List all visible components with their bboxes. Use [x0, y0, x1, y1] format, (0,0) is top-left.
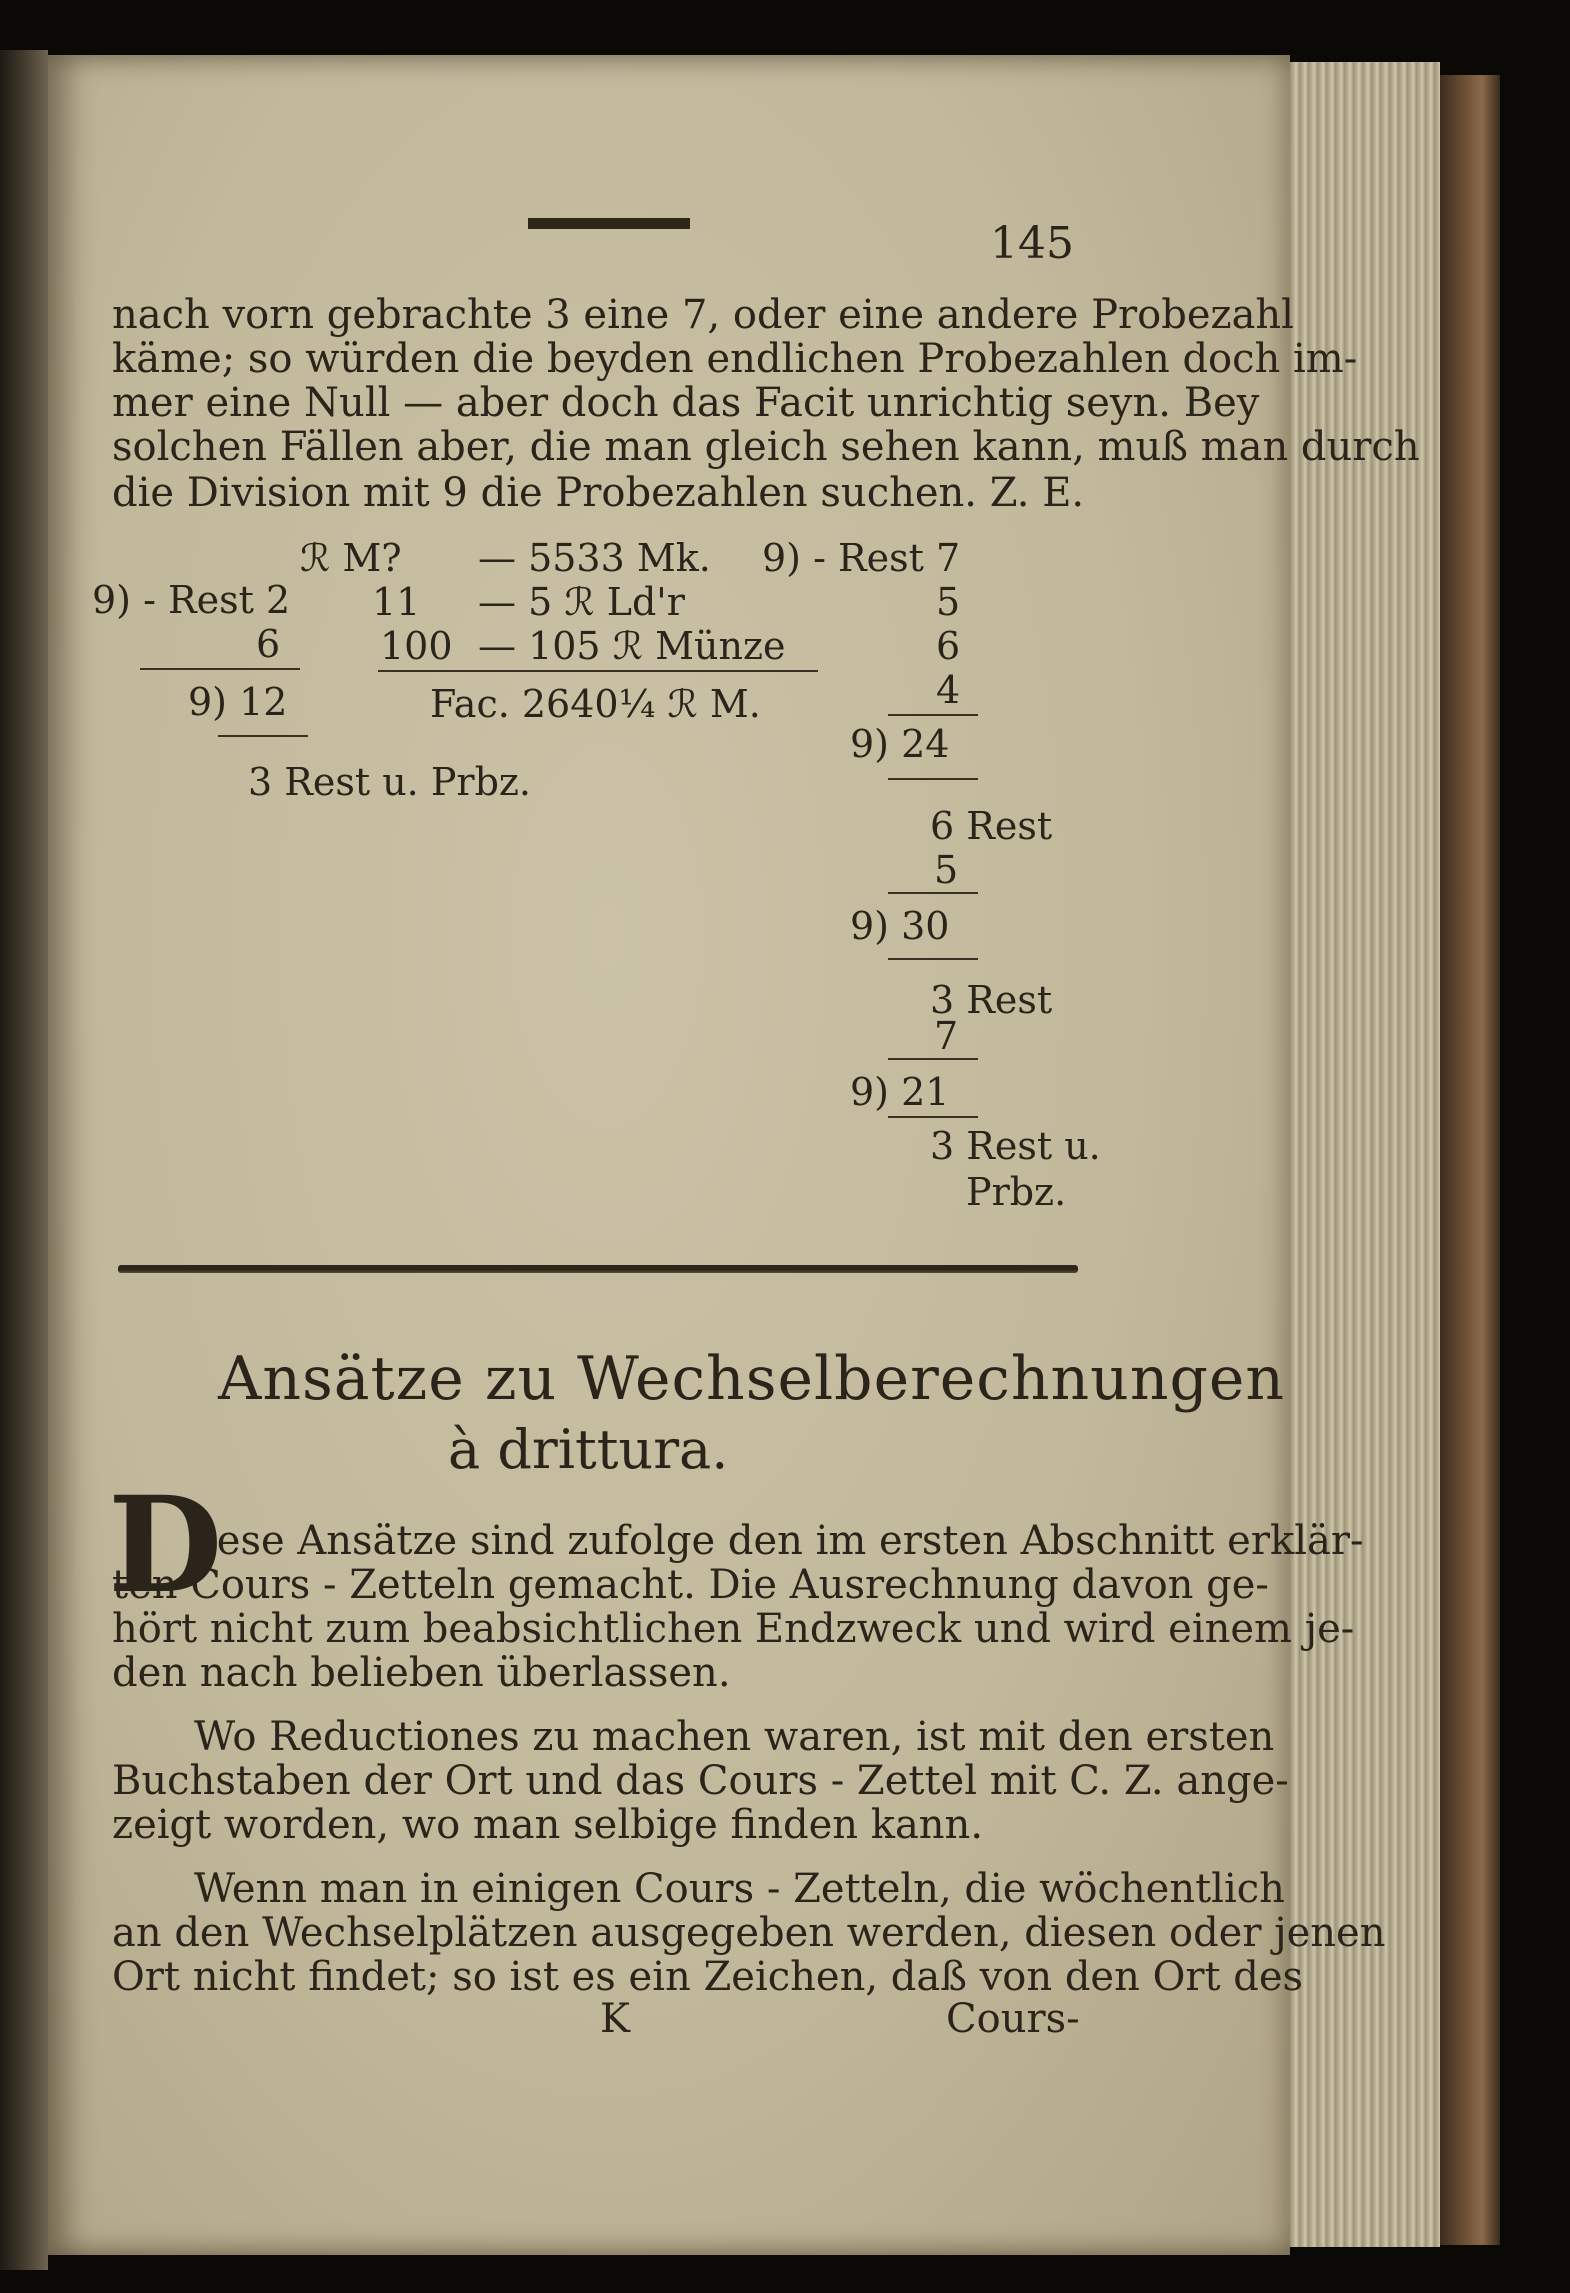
calc-right-row: 9) 30 — [850, 904, 950, 948]
body-line: nach vorn gebrachte 3 eine 7, oder eine andere Probezahl — [112, 292, 1294, 338]
calc-left-row: 9) 12 — [188, 680, 288, 724]
calc-right-row: 3 Rest u. — [930, 1124, 1101, 1168]
body-line: Ort nicht findet; so ist es ein Zeichen, daß von den Ort des — [112, 1954, 1304, 2000]
body-line: ten Cours - Zetteln gemacht. Die Ausrechnung davon ge- — [112, 1562, 1269, 1608]
calc-right-row: 9) - Rest 7 — [762, 536, 961, 580]
calc-left-row: 3 Rest u. Prbz. — [248, 760, 531, 804]
body-line: die Division mit 9 die Probezahlen suchen. Z. E. — [112, 470, 1085, 516]
calc-right-row: 3 Rest — [930, 978, 1053, 1022]
section-title: Ansätze zu Wechselberechnungen — [218, 1344, 1286, 1414]
calc-left-row: 6 — [256, 622, 281, 666]
calc-center-cell: 100 — [380, 624, 453, 668]
body-line: mer eine Null — aber doch das Facit unrichtig seyn. Bey — [112, 380, 1260, 426]
body-line: zeigt worden, wo man selbige finden kann. — [112, 1802, 984, 1848]
page-number: 145 — [990, 218, 1074, 269]
section-subtitle: à drittura. — [448, 1418, 729, 1481]
calc-rule — [378, 670, 818, 672]
body-line: Wenn man in einigen Cours - Zetteln, die wöchentlich — [194, 1866, 1285, 1912]
drop-cap: D — [108, 1468, 223, 1623]
calc-rule — [218, 735, 308, 737]
calc-center-cell: — 5533 Mk. — [478, 536, 711, 580]
body-line: iese Ansätze sind zufolge den im ersten Abschnitt erklär- — [204, 1518, 1364, 1564]
calc-right-row: Prbz. — [966, 1170, 1067, 1214]
section-separator-rule — [118, 1265, 1078, 1273]
left-page-edge — [0, 50, 48, 2270]
signature-mark: K — [600, 1996, 630, 2042]
calc-right-row: 6 Rest — [930, 804, 1053, 848]
calc-right-row: 9) 24 — [850, 722, 950, 766]
body-line: Buchstaben der Ort und das Cours - Zettel mit C. Z. ange- — [112, 1758, 1289, 1804]
calc-rule — [888, 1116, 978, 1118]
calc-right-row: 6 — [936, 624, 961, 668]
calc-rule — [888, 1058, 978, 1060]
body-line: käme; so würden die beyden endlichen Probezahlen doch im- — [112, 336, 1358, 382]
calc-rule — [888, 958, 978, 960]
calc-right-row: 7 — [934, 1014, 959, 1058]
body-line: solchen Fällen aber, die man gleich sehen kann, muß man durch — [112, 424, 1420, 470]
header-ornament-rule — [528, 218, 690, 229]
body-line: an den Wechselplätzen ausgegeben werden, diesen oder jenen — [112, 1910, 1386, 1956]
calc-center-cell: — 105 ℛ Münze — [478, 624, 786, 668]
body-line: den nach belieben überlassen. — [112, 1650, 731, 1696]
calc-center-cell: 11 — [372, 580, 421, 624]
calc-center-cell: — 5 ℛ Ld'r — [478, 580, 685, 624]
calc-right-row: 5 — [934, 848, 959, 892]
calc-right-row: 4 — [936, 668, 961, 712]
calc-left-row: 9) - Rest 2 — [92, 578, 291, 622]
calc-right-row: 5 — [936, 580, 961, 624]
calc-rule — [888, 714, 978, 716]
calc-center-cell: ℛ M? — [300, 536, 402, 580]
calc-rule — [888, 778, 978, 780]
calc-rule — [140, 668, 300, 670]
calc-center-total: Fac. 2640¼ ℛ M. — [430, 682, 761, 726]
book-cover-edge — [1440, 75, 1500, 2245]
catchword: Cours- — [946, 1996, 1080, 2042]
body-line: Wo Reductiones zu machen waren, ist mit den ersten — [194, 1714, 1275, 1760]
body-line: hört nicht zum beabsichtlichen Endzweck und wird einem je- — [112, 1606, 1355, 1652]
calc-right-row: 9) 21 — [850, 1070, 950, 1114]
calc-rule — [888, 892, 978, 894]
